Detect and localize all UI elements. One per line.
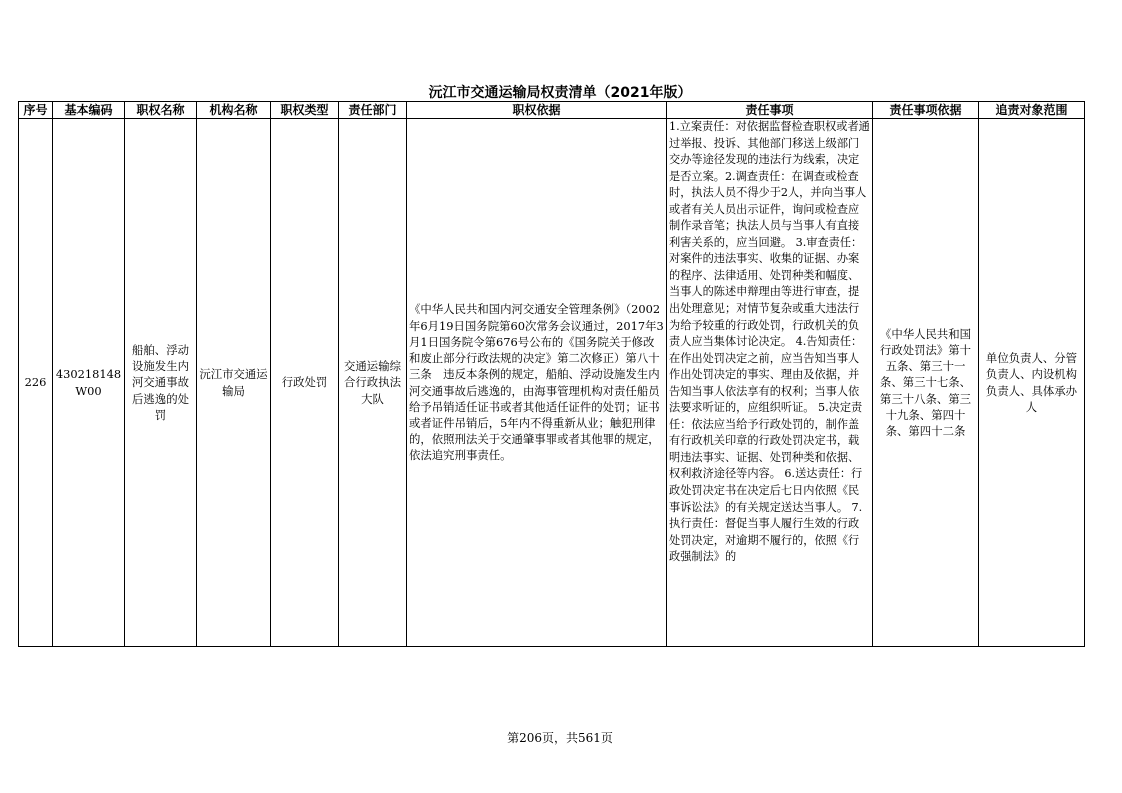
header-basis: 职权依据 xyxy=(407,102,667,119)
responsibility-table xyxy=(18,101,1085,647)
cell-responsibilities: 1.立案责任：对依据监督检查职权或者通过举报、投诉、其他部门移送上级部门交办等途径发现的违法行为线索，决定是否立案。2.调查责任：在调查或检查时，执法人员不得少于2人，并向当事人或者有关人员出示证件，询问或检查应制作录音笔；执法人员与当事人有直接利害关系的，应当回避。 3.审查责任：对案件的违法事实、收集的证据、办案的程序、法律适用、处罚种类和幅度、当事人的陈述申辩理由等进行审查，提出处理意见；对情节复杂或重大违法行为给予较重的行政处罚，行政机关的负责人应当集体讨论决定。 4.告知责任：在作出处罚决定之前，应当告知当事人作出处罚决定的事实、理由及依据，并告知当事人依法享有的权利；当事人依法要求听证的，应组织听证。 5.决定责任：依法应当给予行政处罚的，制作盖有行政机关印章的行政处罚决定书，载明违法事实、证据、处罚种类和依据、权利救济途径等内容。 6.送达责任：行政处罚决定书在决定后七日内依照《民事诉讼法》的有关规定送达当事人。 7.执行责任：督促当事人履行生效的行政处罚决定，对逾期不履行的，依照《行政强制法》的 xyxy=(669,120,870,564)
table-row xyxy=(19,119,1085,647)
page-number: 第206页，共561页 xyxy=(507,731,613,745)
header-org-name: 机构名称 xyxy=(197,102,271,119)
cell-accountability-scope: 单位负责人、分管负责人、内设机构负责人、具体承办人 xyxy=(979,119,1085,647)
header-power-name: 职权名称 xyxy=(125,102,197,119)
cell-seq: 226 xyxy=(19,119,53,647)
header-accountability-scope: 追责对象范围 xyxy=(979,102,1085,119)
cell-code: 430218148W00 xyxy=(53,119,125,647)
cell-org-name: 沅江市交通运输局 xyxy=(197,119,271,647)
header-responsibilities: 责任事项 xyxy=(667,102,873,119)
cell-power-name: 船舶、浮动设施发生内河交通事故后逃逸的处罚 xyxy=(125,119,197,647)
page-title: 沅江市交通运输局权责清单（2021年版） xyxy=(428,85,692,101)
cell-responsibility-basis: 《中华人民共和国行政处罚法》第十五条、第三十一条、第三十七条、第三十八条、第三十九条、第四十条、第四十二条 xyxy=(873,119,979,647)
cell-power-type: 行政处罚 xyxy=(271,119,339,647)
header-row xyxy=(19,102,1085,119)
header-code: 基本编码 xyxy=(53,102,125,119)
cell-basis: 《中华人民共和国内河交通安全管理条例》（2002年6月19日国务院第60次常务会议通过，2017年3月1日国务院令第676号公布的《国务院关于修改和废止部分行政法规的决定》第二次修正）第八十三条 违反本条例的规定，船舶、浮动设施发生内河交通事故后逃逸的，由海事管理机构对责任船员给予吊销适任证书或者其他适任证件的处罚；证书或者证件吊销后，5年内不得重新从业；触犯刑律的，依照刑法关于交通肇事罪或者其他罪的规定，依法追究刑事责任。 xyxy=(407,119,667,647)
cell-department: 交通运输综合行政执法大队 xyxy=(339,119,407,647)
header-seq: 序号 xyxy=(19,102,53,119)
header-power-type: 职权类型 xyxy=(271,102,339,119)
header-responsibility-basis: 责任事项依据 xyxy=(873,102,979,119)
cell-responsibilities-wrap xyxy=(667,119,873,647)
header-department: 责任部门 xyxy=(339,102,407,119)
